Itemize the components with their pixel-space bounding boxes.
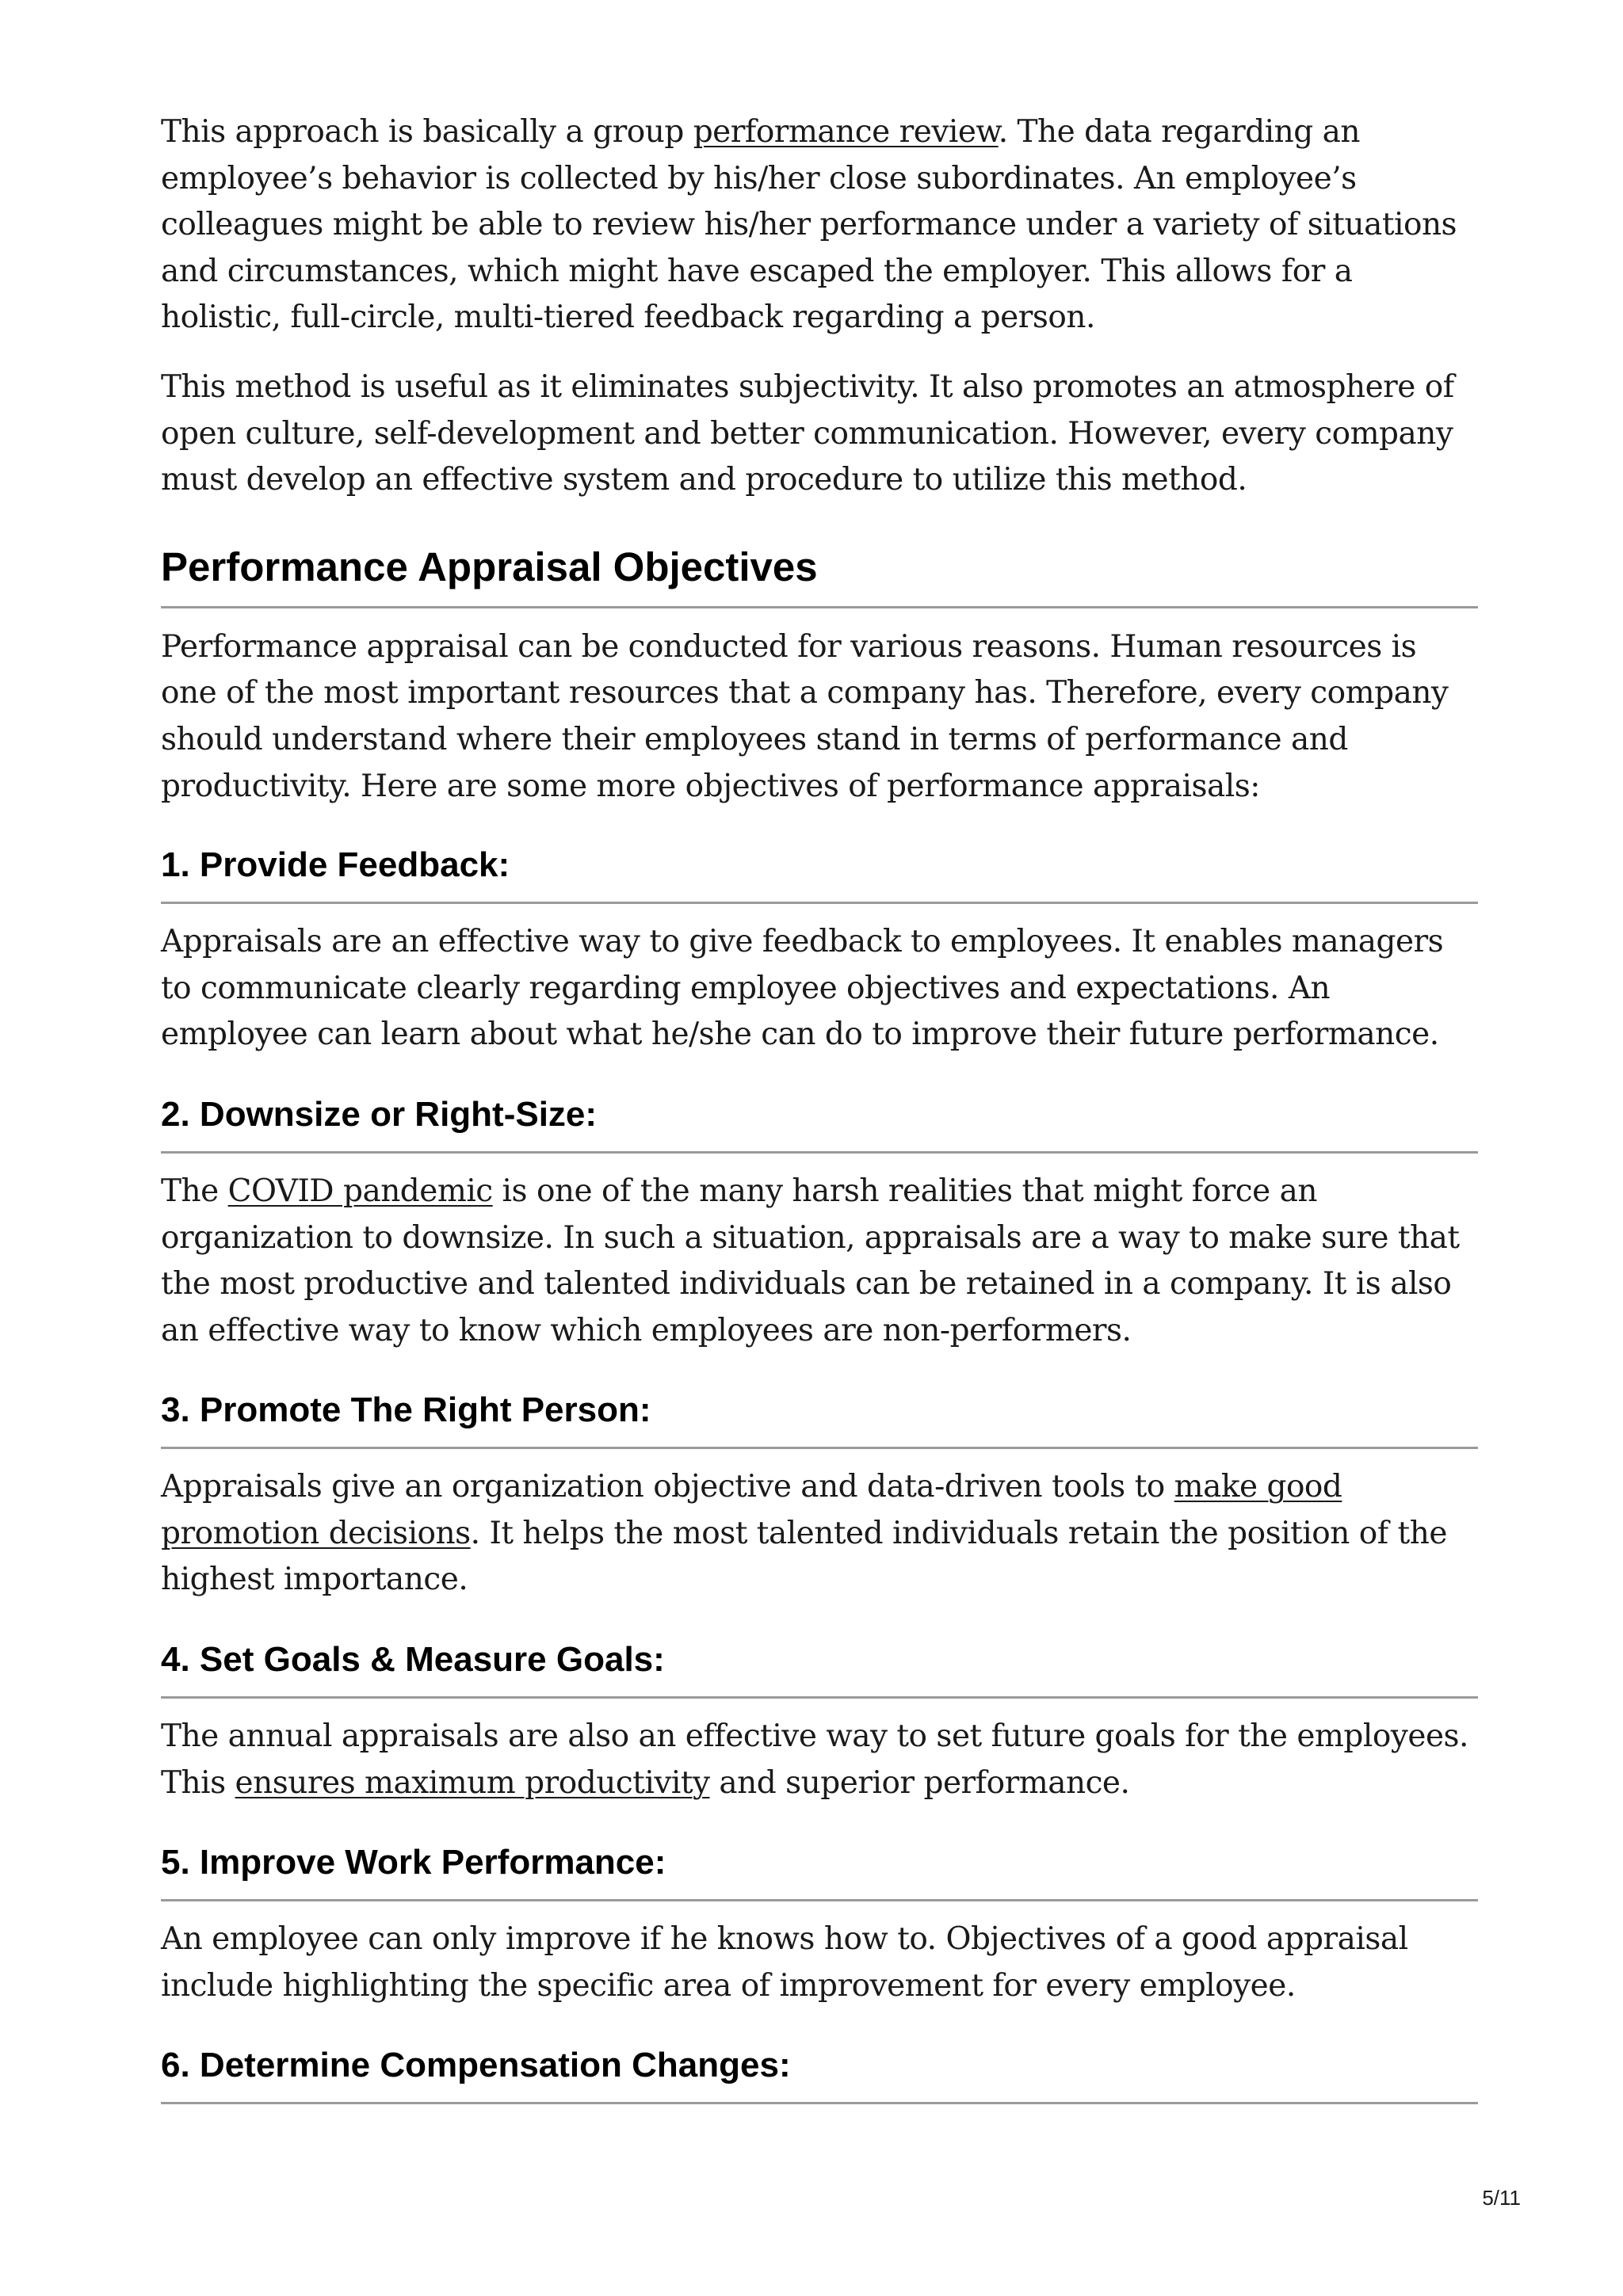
covid-pandemic-link[interactable]: COVID pandemic [227,1173,493,1209]
paragraph-text: . It helps the most talented individuals retain the position of the highest importance. [161,1515,1447,1598]
article-content [161,109,1478,2104]
objective-2-heading: 2. Downsize or Right-Size: [161,1094,1478,1154]
section-heading: Performance Appraisal Objectives [161,543,1478,608]
intro-paragraph-1 [161,109,1461,341]
paragraph-text: The annual appraisals are also an effective way to set future goals for the employees. This [161,1718,1468,1801]
objective-5-heading: 5. Improve Work Performance: [161,1842,1478,1901]
objective-6-heading: 6. Determine Compensation Changes: [161,2045,1478,2104]
objective-1-heading: 1. Provide Feedback: [161,845,1478,904]
page-number: 5/11 [1482,2186,1521,2210]
objective-5-text: An employee can only improve if he knows how to. Objectives of a good appraisal include highlighting the specific area of improvement for every employee. [161,1921,1408,2004]
paragraph-text: This approach is basically a group [161,114,693,150]
promotion-decisions-link[interactable]: make good promotion decisions [161,1469,1342,1551]
maximum-productivity-link[interactable]: ensures maximum productivity [235,1764,710,1801]
objective-4-text [161,1714,1478,1806]
section-intro-paragraph: Performance appraisal can be conducted for various reasons. Human resources is one of the most important resources that a company has. Therefore, every company should understand where their employees stand in terms of performance and productivity. Here are some more objectives of performance appraisals: [161,628,1449,804]
paragraph-text: Appraisals give an organization objective and data-driven tools to [161,1469,1174,1505]
paragraph-text: and superior performance. [709,1764,1130,1801]
objective-3-text [161,1464,1478,1604]
objective-2-text [161,1169,1478,1354]
paragraph-text: The [161,1173,228,1209]
objective-1-text: Appraisals are an effective way to give feedback to employees. It enables managers to communicate clearly regarding employee objectives and expectations. An employee can learn about what he/she can do to improve their future performance. [161,924,1444,1053]
objective-3-heading: 3. Promote The Right Person: [161,1390,1478,1449]
intro-paragraph-2: This method is useful as it eliminates subjectivity. It also promotes an atmosphere of open culture, self-development and better communication. However, every company must develop an effective system and procedure to utilize this method. [161,368,1454,498]
objective-4-heading: 4. Set Goals & Measure Goals: [161,1639,1478,1699]
paragraph-text: . The data regarding an employee’s behavior is collected by his/her close subordinates. An employee’s colleagues might be able to review his/her performance under a variety of situations and circumstances, which might have escaped the employer. This allows for a holistic, full-circle, multi-tiered feedback regarding a person. [161,114,1457,336]
performance-review-link[interactable]: performance review [693,114,999,150]
paragraph-text: is one of the many harsh realities that might force an organization to downsize. In such a situation, appraisals are a way to make sure that the most productive and talented individuals can be retained in a company. It is also an effective way to know which employees are non-performers. [161,1173,1460,1348]
